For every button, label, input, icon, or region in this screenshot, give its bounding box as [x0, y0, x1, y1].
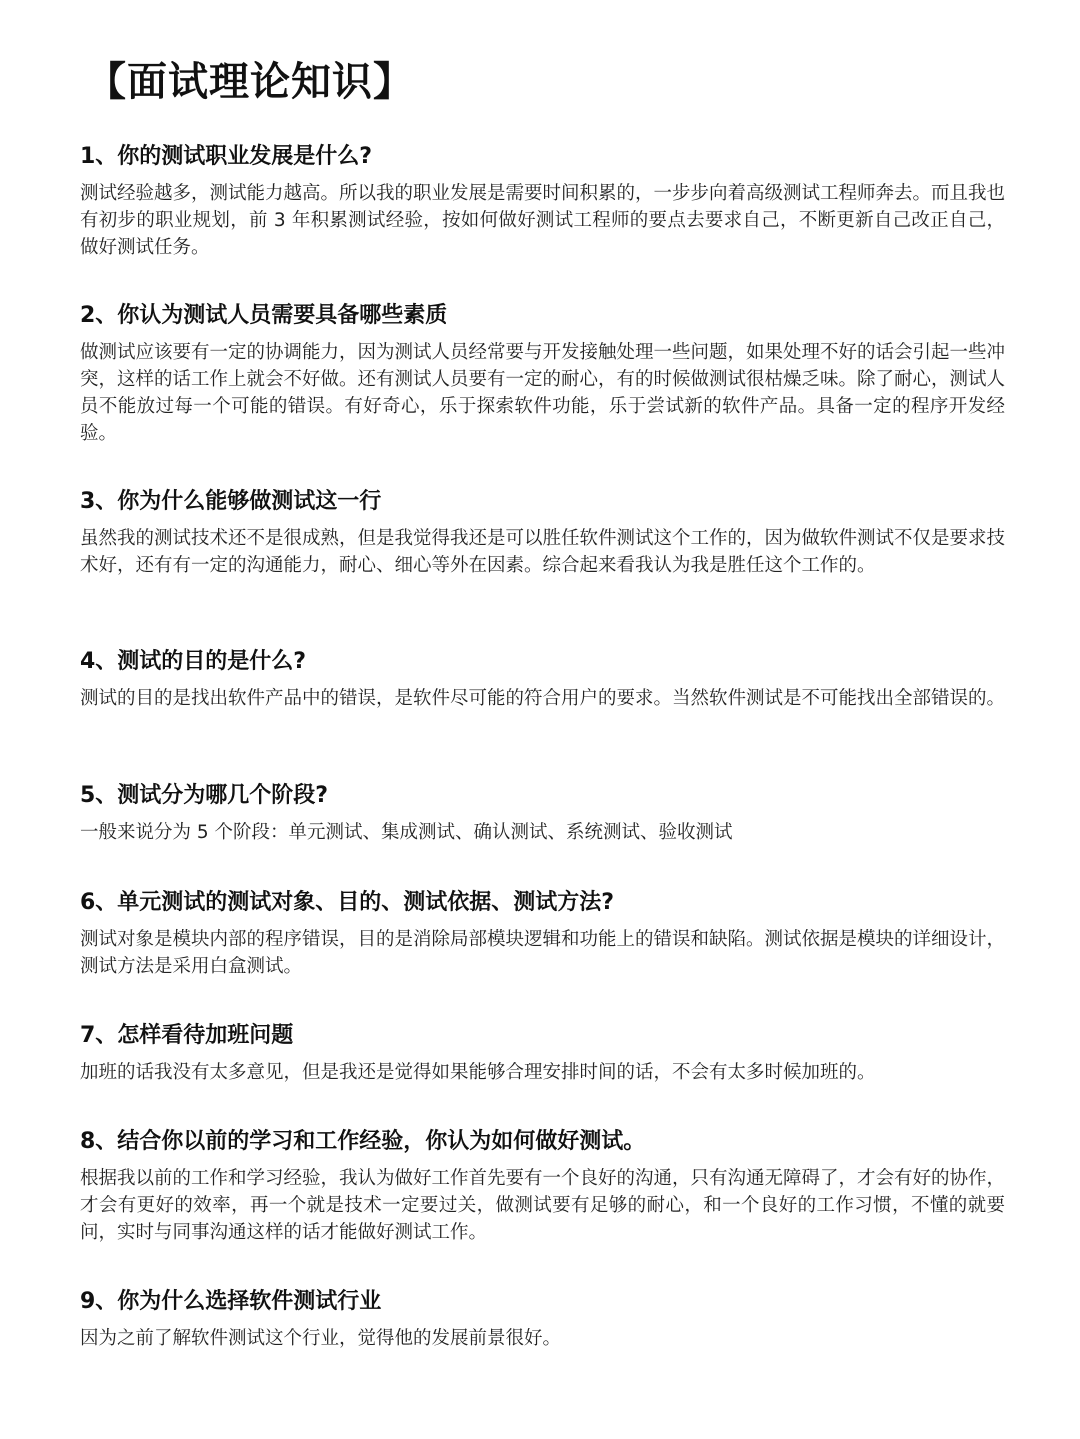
answer: 做测试应该要有一定的协调能力，因为测试人员经常要与开发接触处理一些问题，如果处理不好的话会引起一些冲突，这样的话工作上就会不好做。还有测试人员要有一定的耐心，有的时候做测试很枯燥乏味。除了耐心，测试人员不能放过每一个可能的错误。有好奇心，乐于探索软件功能，乐于尝试新的软件产品。具备一定的程序开发经验。 [80, 342, 1006, 444]
question: 8、结合你以前的学习和工作经验，你认为如何做好测试。 [80, 1129, 646, 1154]
question: 2、你认为测试人员需要具备哪些素质 [80, 303, 448, 328]
question: 7、怎样看待加班问题 [80, 1023, 294, 1048]
question: 4、测试的目的是什么? [80, 649, 307, 674]
answer: 测试对象是模块内部的程序错误，目的是消除局部模块逻辑和功能上的错误和缺陷。测试依据是模块的详细设计，测试方法是采用白盒测试。 [80, 929, 1006, 977]
qa-item [80, 888, 1005, 980]
qa-item [80, 1287, 1005, 1352]
question: 6、单元测试的测试对象、目的、测试依据、测试方法? [80, 890, 615, 915]
question: 5、测试分为哪几个阶段? [80, 783, 329, 808]
qa-item [80, 781, 1005, 846]
question: 9、你为什么选择软件测试行业 [80, 1289, 382, 1314]
answer: 虽然我的测试技术还不是很成熟，但是我觉得我还是可以胜任软件测试这个工作的，因为做软件测试不仅是要求技术好，还有有一定的沟通能力，耐心、细心等外在因素。综合起来看我认为我是胜任这个工作的。 [80, 528, 1006, 576]
question: 1、你的测试职业发展是什么? [80, 144, 373, 169]
answer: 一般来说分为 5 个阶段：单元测试、集成测试、确认测试、系统测试、验收测试 [80, 822, 733, 843]
qa-item [80, 1127, 1005, 1246]
answer: 因为之前了解软件测试这个行业，觉得他的发展前景很好。 [80, 1328, 562, 1349]
answer: 根据我以前的工作和学习经验，我认为做好工作首先要有一个良好的沟通，只有沟通无障碍了，才会有好的协作，才会有更好的效率，再一个就是技术一定要过关，做测试要有足够的耐心，和一个良好的工作习惯，不懂的就要问，实时与同事沟通这样的话才能做好测试工作。 [80, 1168, 1006, 1243]
qa-item [80, 142, 1005, 261]
answer: 测试的目的是找出软件产品中的错误，是软件尽可能的符合用户的要求。当然软件测试是不可能找出全部错误的。 [80, 688, 1006, 709]
answer: 加班的话我没有太多意见，但是我还是觉得如果能够合理安排时间的话，不会有太多时候加班的。 [80, 1062, 876, 1083]
page-title: 【面试理论知识】 [86, 59, 414, 105]
qa-item [80, 301, 1005, 447]
qa-item [80, 1021, 1005, 1086]
question: 3、你为什么能够做测试这一行 [80, 489, 382, 514]
qa-item [80, 487, 1005, 579]
qa-item [80, 647, 1005, 712]
answer: 测试经验越多，测试能力越高。所以我的职业发展是需要时间积累的，一步步向着高级测试工程师奔去。而且我也有初步的职业规划，前 3 年积累测试经验，按如何做好测试工程师的要点去要求自己，不断更新自己改正自己，做好测试任务。 [80, 183, 1006, 258]
